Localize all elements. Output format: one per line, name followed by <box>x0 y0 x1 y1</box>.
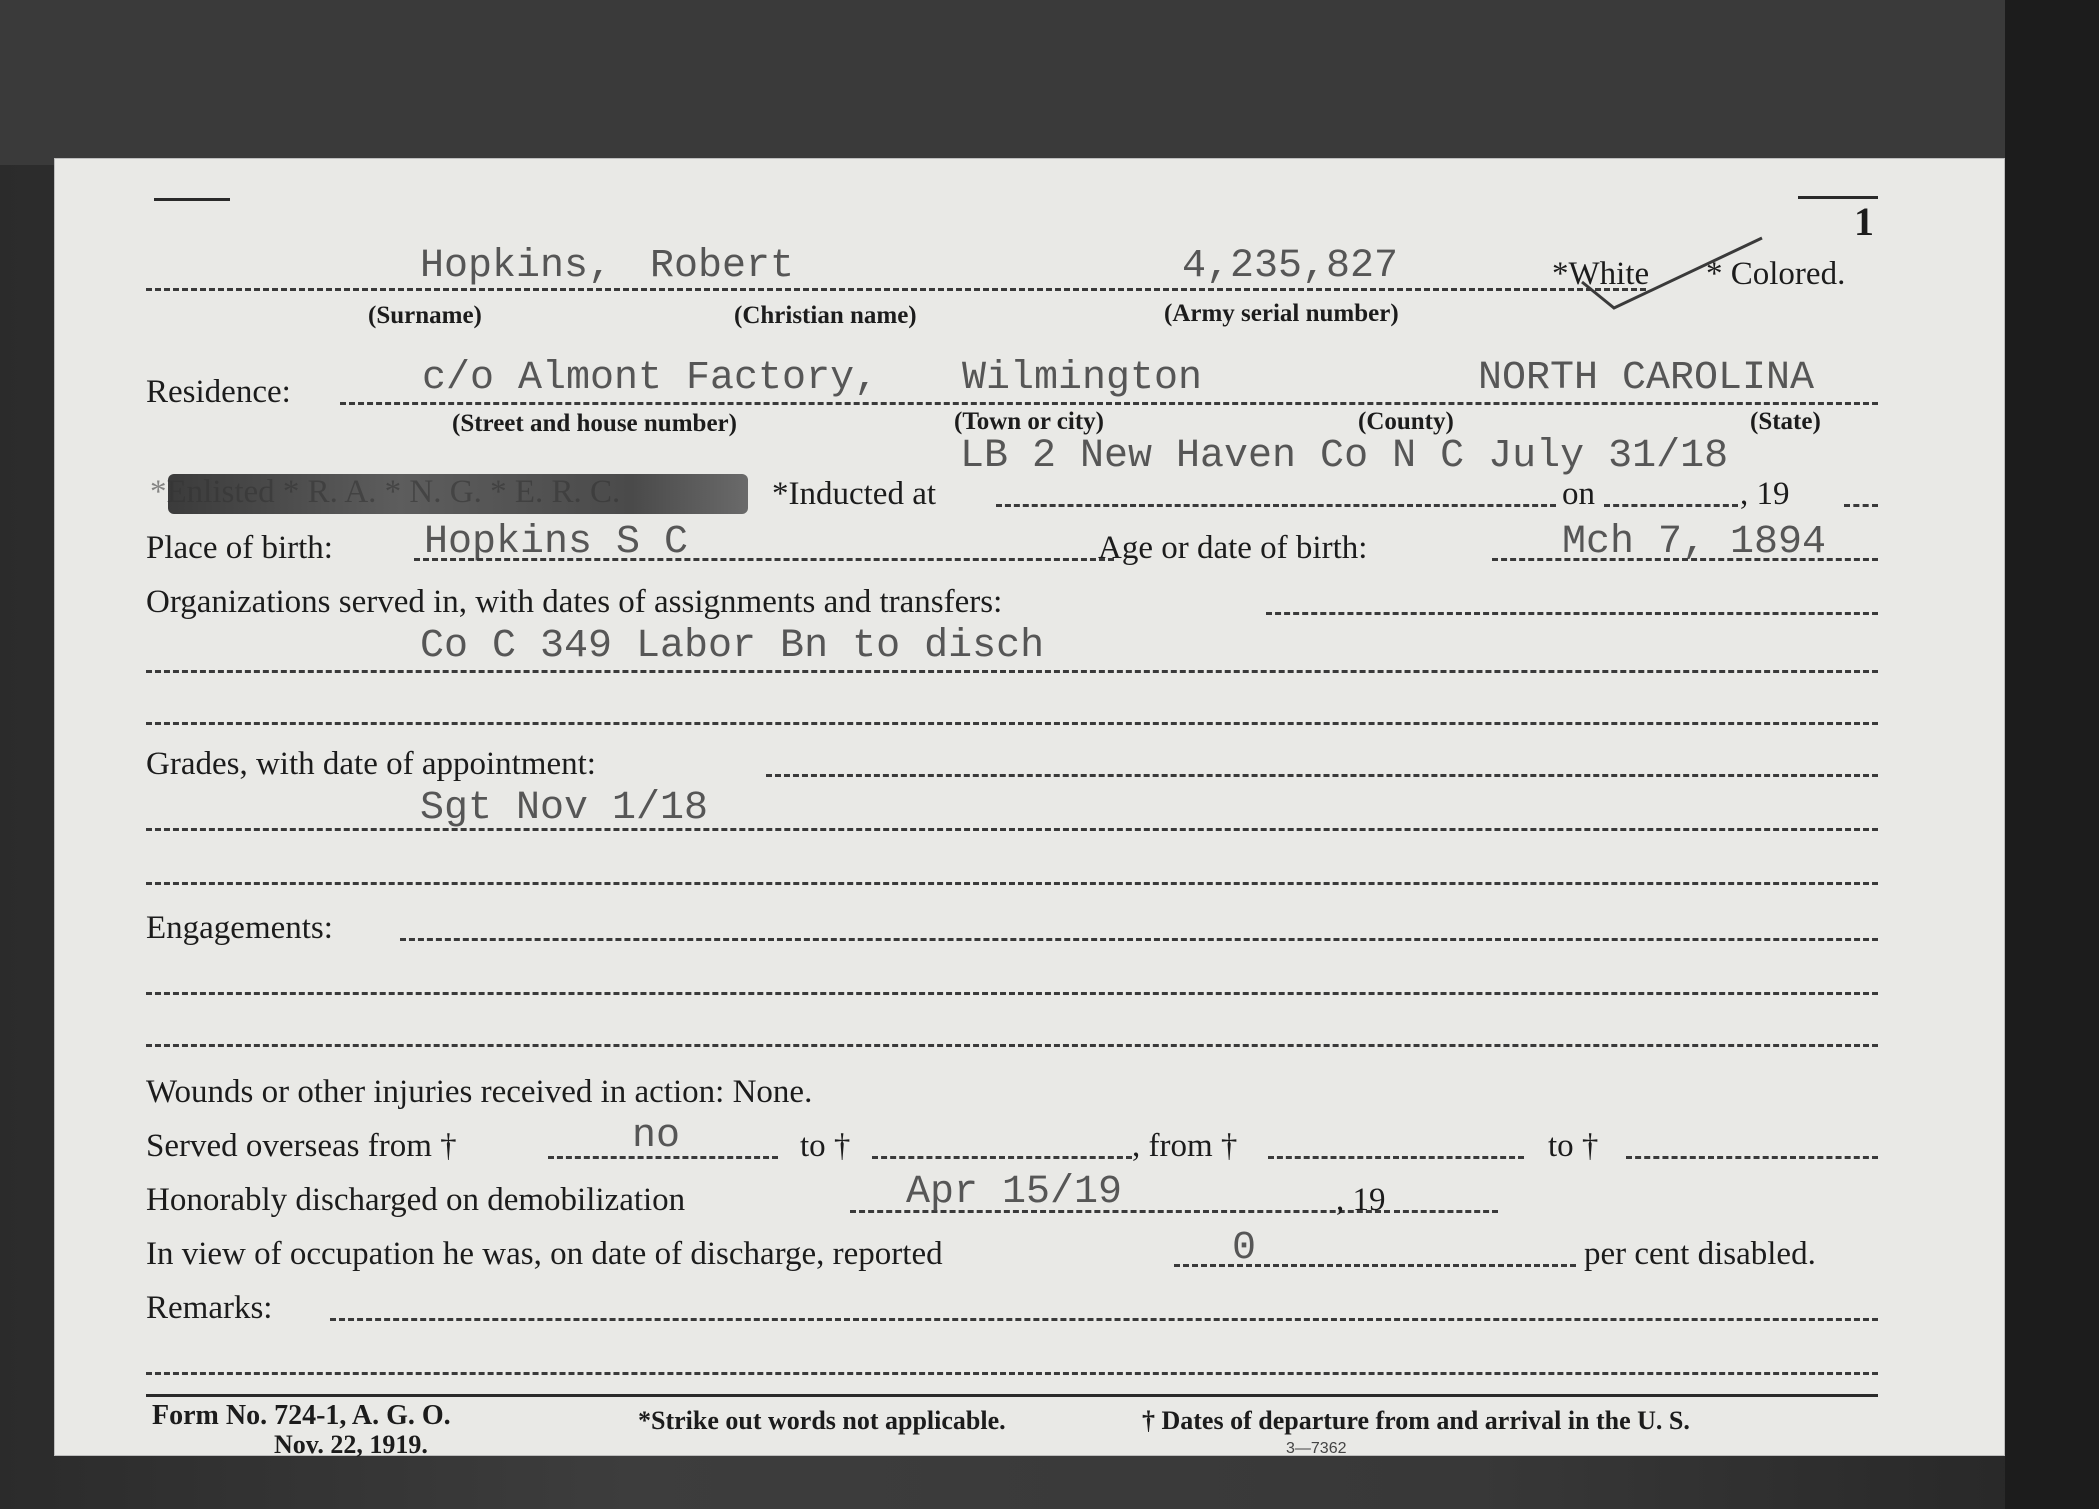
induction-year-dots <box>1844 504 1878 507</box>
serial-number-value: 4,235,827 <box>1182 244 1399 289</box>
organizations-line-2 <box>146 670 1878 673</box>
residence-street-value: c/o Almont Factory, <box>422 356 879 401</box>
race-white-label: *White <box>1552 256 1650 292</box>
age-date-of-birth-label: Age or date of birth: <box>1098 530 1368 566</box>
honorably-discharged-label: Honorably discharged on demobilization <box>146 1182 686 1218</box>
surname-value: Hopkins, <box>420 244 613 289</box>
date-of-birth-value: Mch 7, 1894 <box>1562 520 1827 565</box>
service-record-card <box>54 158 2005 1459</box>
christian-name-value: Robert <box>650 244 795 289</box>
organizations-value: Co C 349 Labor Bn to disch <box>420 624 1045 669</box>
remarks-line-2 <box>146 1372 1878 1375</box>
dates-of-departure-note: † Dates of departure from and arrival in the U. S. <box>1142 1406 1690 1435</box>
overseas-from-second-label: , from † <box>1132 1128 1238 1164</box>
served-overseas-value: no <box>632 1114 681 1159</box>
scanner-background-top <box>0 0 2099 165</box>
serial-number-caption: (Army serial number) <box>1164 300 1399 327</box>
induction-year-label: , 19 <box>1740 476 1790 512</box>
surname-caption: (Surname) <box>368 302 482 329</box>
street-caption: (Street and house number) <box>452 410 737 437</box>
residence-label: Residence: <box>146 374 291 410</box>
grades-label-dots <box>766 774 1878 777</box>
overseas-to-second-label: to † <box>1548 1128 1599 1164</box>
discharge-year-dots <box>1394 1210 1498 1213</box>
place-of-birth-dots <box>414 558 1114 561</box>
remarks-line-1 <box>330 1318 1878 1321</box>
enlisted-label: *Enlisted * R. A. * N. G. * E. R. C. <box>150 474 621 510</box>
christian-name-caption: (Christian name) <box>734 302 917 329</box>
name-line-dots <box>146 288 1646 291</box>
print-code: 3—7362 <box>1286 1440 1347 1457</box>
engagements-label-dots <box>400 938 1878 941</box>
served-overseas-label: Served overseas from † <box>146 1128 457 1164</box>
strike-out-note: *Strike out words not applicable. <box>638 1406 1006 1435</box>
on-date-dots <box>1604 504 1738 507</box>
inducted-at-label: *Inducted at <box>772 476 937 512</box>
residence-line-dots <box>340 402 1878 405</box>
discharge-year-label: , 19 <box>1336 1182 1386 1218</box>
grades-label: Grades, with date of appointment: <box>146 746 596 782</box>
grades-value: Sgt Nov 1/18 <box>420 786 709 831</box>
inducted-at-dots <box>996 504 1556 507</box>
place-of-birth-label: Place of birth: <box>146 530 333 566</box>
overseas-from-second-dots <box>1268 1156 1524 1159</box>
overseas-to-dots <box>872 1156 1132 1159</box>
overseas-to-second-dots <box>1626 1156 1878 1159</box>
per-cent-disabled-label: per cent disabled. <box>1584 1236 1816 1272</box>
grades-line-3 <box>146 882 1878 885</box>
on-label: on <box>1562 476 1595 512</box>
county-caption: (County) <box>1358 408 1454 435</box>
engagements-label: Engagements: <box>146 910 333 946</box>
card-number: 1 <box>1854 199 1874 244</box>
date-of-birth-dots <box>1492 558 1878 561</box>
form-date: Nov. 22, 1919. <box>274 1430 428 1459</box>
organizations-label-dots <box>1266 612 1878 615</box>
overseas-to-label: to † <box>800 1128 851 1164</box>
discharge-date-value: Apr 15/19 <box>906 1170 1123 1215</box>
race-colored-label: * Colored. <box>1706 256 1846 292</box>
engagements-line-3 <box>146 1044 1878 1047</box>
disability-value: 0 <box>1232 1226 1257 1271</box>
place-of-birth-value: Hopkins S C <box>424 520 689 565</box>
grades-line-2 <box>146 828 1878 831</box>
form-number: Form No. 724-1, A. G. O. <box>152 1400 451 1431</box>
residence-state-value: NORTH CAROLINA <box>1478 356 1815 401</box>
organizations-line-3 <box>146 722 1878 725</box>
residence-town-value: Wilmington <box>962 356 1203 401</box>
footer-rule <box>146 1394 1878 1397</box>
remarks-label: Remarks: <box>146 1290 273 1326</box>
town-caption: (Town or city) <box>954 408 1104 435</box>
scanner-background-right <box>2005 0 2099 1509</box>
disability-label: In view of occupation he was, on date of discharge, reported <box>146 1236 943 1272</box>
organizations-label: Organizations served in, with dates of assignments and transfers: <box>146 584 1003 620</box>
induction-typed-value: LB 2 New Haven Co N C July 31/18 <box>960 434 1729 479</box>
top-left-rule <box>154 198 230 201</box>
state-caption: (State) <box>1750 408 1821 435</box>
engagements-line-2 <box>146 992 1878 995</box>
wounds-text: Wounds or other injuries received in action: None. <box>146 1074 813 1110</box>
